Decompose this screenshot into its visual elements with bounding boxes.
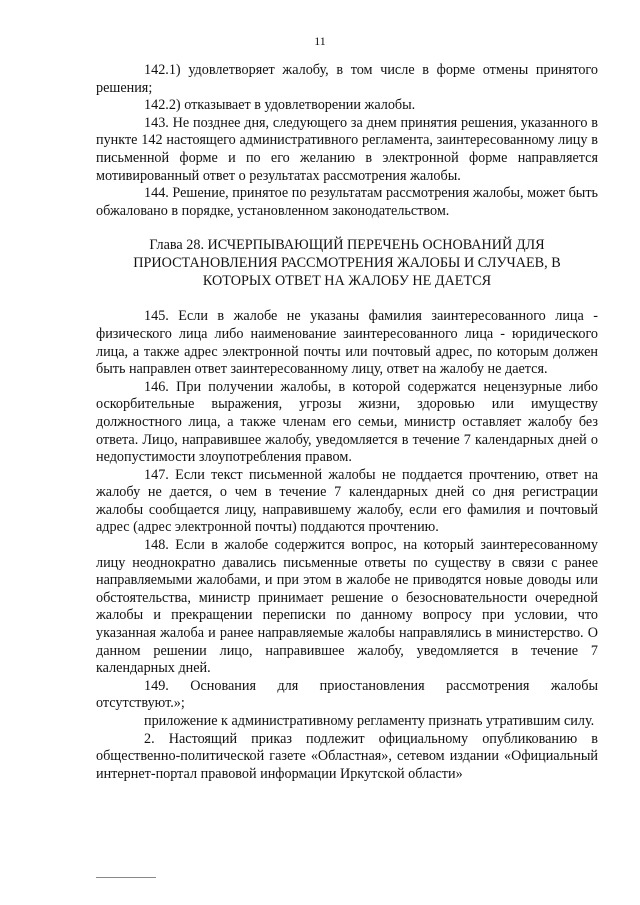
paragraph-final: 2. Настоящий приказ подлежит официальному опубликованию в общественно-политической газете «Областная», сетевом издании «Официальный интернет-портал правовой информации Иркутской области»	[96, 730, 598, 782]
chapter-heading: Глава 28. ИСЧЕРПЫВАЮЩИЙ ПЕРЕЧЕНЬ ОСНОВАНИЙ ДЛЯ ПРИОСТАНОВЛЕНИЯ РАССМОТРЕНИЯ ЖАЛОБЫ И СЛУЧАЕВ, В КОТОРЫХ ОТВЕТ НА ЖАЛОБУ НЕ ДАЕТСЯ	[133, 237, 561, 290]
paragraph-143: 143. Не позднее дня, следующего за днем принятия решения, указанного в пункте 142 настоящего административного регламента, заинтересованному лицу в письменной форме и по его желанию в электронной форме направляется мотивированный ответ о результатах рассмотрения жалобы.	[96, 114, 598, 184]
paragraph-147: 147. Если текст письменной жалобы не поддается прочтению, ответ на жалобу не дается, о чем в течение 7 календарных дней со дня регистрации жалобы сообщается лицу, направившему жалобу, если его фамилия и почтовый адрес (адрес электронной почты) поддаются прочтению.	[96, 466, 598, 536]
paragraph-146: 146. При получении жалобы, в которой содержатся нецензурные либо оскорбительные выражения, угрозы жизни, здоровью или имуществу должностного лица, а также членам его семьи, министр оставляет жалобу без ответа. Лицо, направившее жалобу, уведомляется в течение 7 календарных дней о недопустимости злоупотребления правом.	[96, 378, 598, 466]
paragraph-144: 144. Решение, принятое по результатам рассмотрения жалобы, может быть обжаловано в порядке, установленном законодательством.	[96, 185, 598, 219]
document-body	[96, 62, 598, 783]
paragraph-142-1: 142.1) удовлетворяет жалобу, в том числе в форме отмены принятого решения;	[96, 62, 598, 96]
paragraph-142-2: 142.2) отказывает в удовлетворении жалобы.	[144, 97, 416, 114]
page-number: 11	[314, 34, 326, 48]
paragraph-149: 149. Основания для приостановления рассмотрения жалобы отсутствуют.»;	[96, 677, 598, 712]
paragraph-annex: приложение к административному регламенту признать утратившим силу.	[144, 713, 595, 729]
footnote-divider	[96, 877, 156, 878]
paragraph-148: 148. Если в жалобе содержится вопрос, на который заинтересованному лицу неоднократно давались письменные ответы по существу в связи с ранее направляемыми жалобами, и при этом в жалобе не приводятся новые доводы или обстоятельства, министр принимает решение о безосновательности очередной жалобы и прекращении переписки по данному вопросу при условии, что указанная жалоба и ранее направляемые жалобы направлялись в министерство. О данном решении лицо, направившее жалобу, уведомляется в течение 7 календарных дней.	[96, 537, 598, 677]
paragraph-145: 145. Если в жалобе не указаны фамилия заинтересованного лица - физического лица либо наименование заинтересованного лица - юридического лица, а также адрес электронной почты или почтовый адрес, по которым должен быть направлен ответ заинтересованному лицу, ответ на жалобу не дается.	[96, 308, 598, 378]
